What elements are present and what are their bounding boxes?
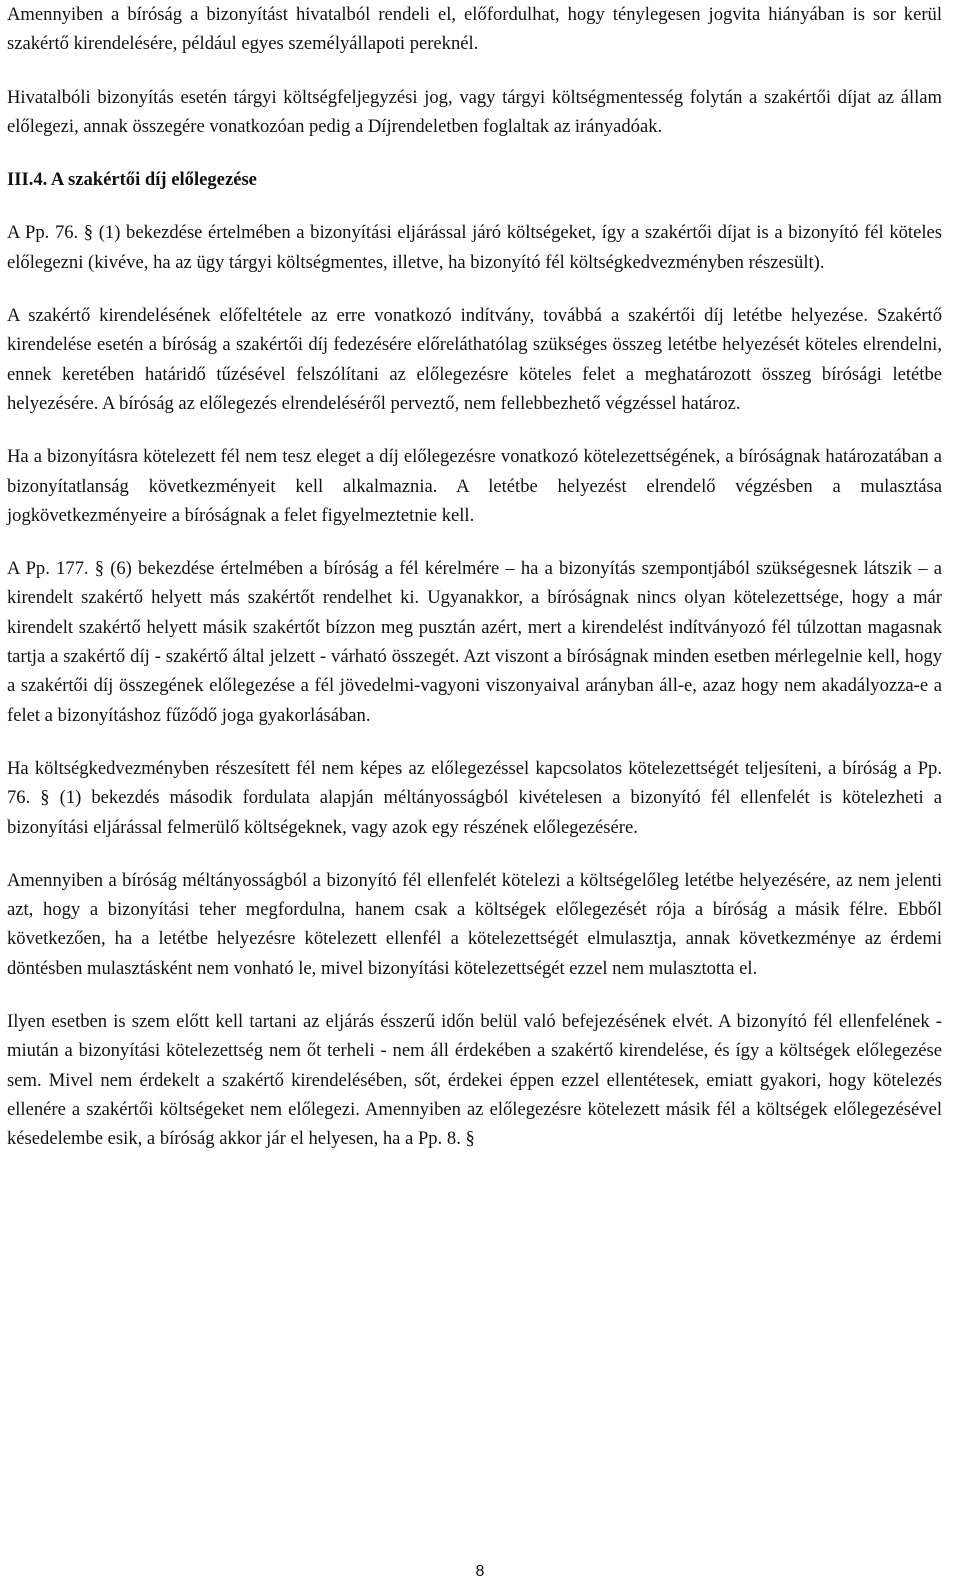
page-number: 8 <box>475 1563 485 1580</box>
paragraph-pp-76: A Pp. 76. § (1) bekezdése értelmében a bizonyítási eljárással járó költségeket, így a szakértői díjat is a bizonyító fél köteles előlegezni (kivéve, ha az ügy tárgyi költségmentes, illetve, ha bizonyító fél költségkedvezményben részesült). <box>7 222 942 273</box>
paragraph-gap <box>7 530 942 554</box>
paragraph-expert-appointment: A szakértő kirendelésének előfeltétele az erre vonatkozó indítvány, továbbá a szakértői díj letétbe helyezése. Szakértő kirendelése esetén a bíróság a szakértői díj fedezésére előreláthatólag szükséges összeg letétbe helyezését köteles elrendelni, ennek keretében határidő tűzésével felszólítani az előlegezésre köteles felet a meghatározott összeg bírósági letétbe helyezésére. A bíróság az előlegezés elrendeléséről perveztő, nem fellebbezhető végzéssel határoz. <box>7 305 942 414</box>
paragraph-cost-allowance: Ha költségkedvezményben részesített fél nem képes az előlegezéssel kapcsolatos kötelezettségét teljesíteni, a bíróság a Pp. 76. § (1) bekezdés második fordulata alapján méltányosságból kivételesen a bizonyító fél ellenfelét is kötelezheti a bizonyítási eljárással felmerülő költségeknek, vagy azok egy részének előlegezésére. <box>7 757 942 838</box>
document-page <box>7 0 942 1154</box>
paragraph-gap <box>7 194 942 218</box>
paragraph-gap <box>7 277 942 301</box>
paragraph-official-evidence: Hivatalbóli bizonyítás esetén tárgyi költségfeljegyzési jog, vagy tárgyi költségmentesség folytán a szakértői díjat az állam előlegezi, annak összegére vonatkozóan pedig a Díjrendeletben foglaltak az irányadóak. <box>7 86 942 137</box>
paragraph-gap <box>7 983 942 1007</box>
paragraph-pp-177: A Pp. 177. § (6) bekezdése értelmében a bíróság a fél kérelmére – ha a bizonyítás szempontjából szükségesnek látszik – a kirendelt szakértő helyett más szakértőt rendelhet ki. Ugyanakkor, a bíróságnak nincs olyan kötelezettsége, hogy a már kirendelt szakértő helyett másik szakértőt bízzon meg pusztán azért, mert a kirendelést indítványozó fél túlzottan magasnak tartja a szakértő díj - szakértő által jelzett - várható összegét. Azt viszont a bíróságnak minden esetben mérlegelnie kell, hogy a szakértői díj összegének előlegezése a fél jövedelmi-vagyoni viszonyaival arányban áll-e, azaz hogy nem akadályozza-e a felet a bizonyításhoz fűződő joga gyakorlásában. <box>7 558 942 726</box>
paragraph-obligation-failure: Ha a bizonyításra kötelezett fél nem tesz eleget a díj előlegezésre vonatkozó kötelezettségének, a bíróságnak határozatában a bizonyítatlanság következményeit kell alkalmaznia. A letétbe helyezést elrendelő végzésben a mulasztása jogkövetkezményeire a bíróságnak a felet figyelmeztetnie kell. <box>7 446 942 526</box>
paragraph-reasonable-time: Ilyen esetben is szem előtt kell tartani az eljárás ésszerű időn belül való befejezésének elvét. A bizonyító fél ellenfelének - miután a bizonyítási kötelezettség nem őt terheli - nem áll érdekében a szakértő kirendelése, és így a költségek előlegezése sem. Mivel nem érdekelt a szakértő kirendelésében, sőt, érdekei éppen ezzel ellentétesek, emiatt gyakori, hogy kötelezés ellenére a szakértői költségeket nem előlegezi. Amennyiben az előlegezésre kötelezett másik fél a költségek előlegezésével késedelembe esik, a bíróság akkor jár el helyesen, ha a Pp. 8. § <box>7 1011 942 1150</box>
paragraph-gap <box>7 842 942 866</box>
paragraph-gap <box>7 418 942 442</box>
paragraph-gap <box>7 730 942 754</box>
paragraph-gap <box>7 59 942 83</box>
paragraph-intro: Amennyiben a bíróság a bizonyítást hivatalból rendeli el, előfordulhat, hogy ténylegesen jogvita hiányában is sor kerül szakértő kirendelésére, például egyes személyállapoti pereknél. <box>7 4 942 55</box>
paragraph-gap <box>7 141 942 165</box>
section-heading: III.4. A szakértői díj előlegezése <box>7 169 257 191</box>
paragraph-equity: Amennyiben a bíróság méltányosságból a bizonyító fél ellenfelét kötelezi a költségelőleg letétbe helyezésére, az nem jelenti azt, hogy a bizonyítási teher megfordulna, hanem csak a költségek előlegezését rója a bíróság a másik félre. Ebből következően, ha a letétbe helyezésre kötelezett ellenfél a kötelezettségét elmulasztja, annak következménye az érdemi döntésben mulasztásként nem vonható le, mivel bizonyítási kötelezettségét ezzel nem mulasztotta el. <box>7 869 942 979</box>
